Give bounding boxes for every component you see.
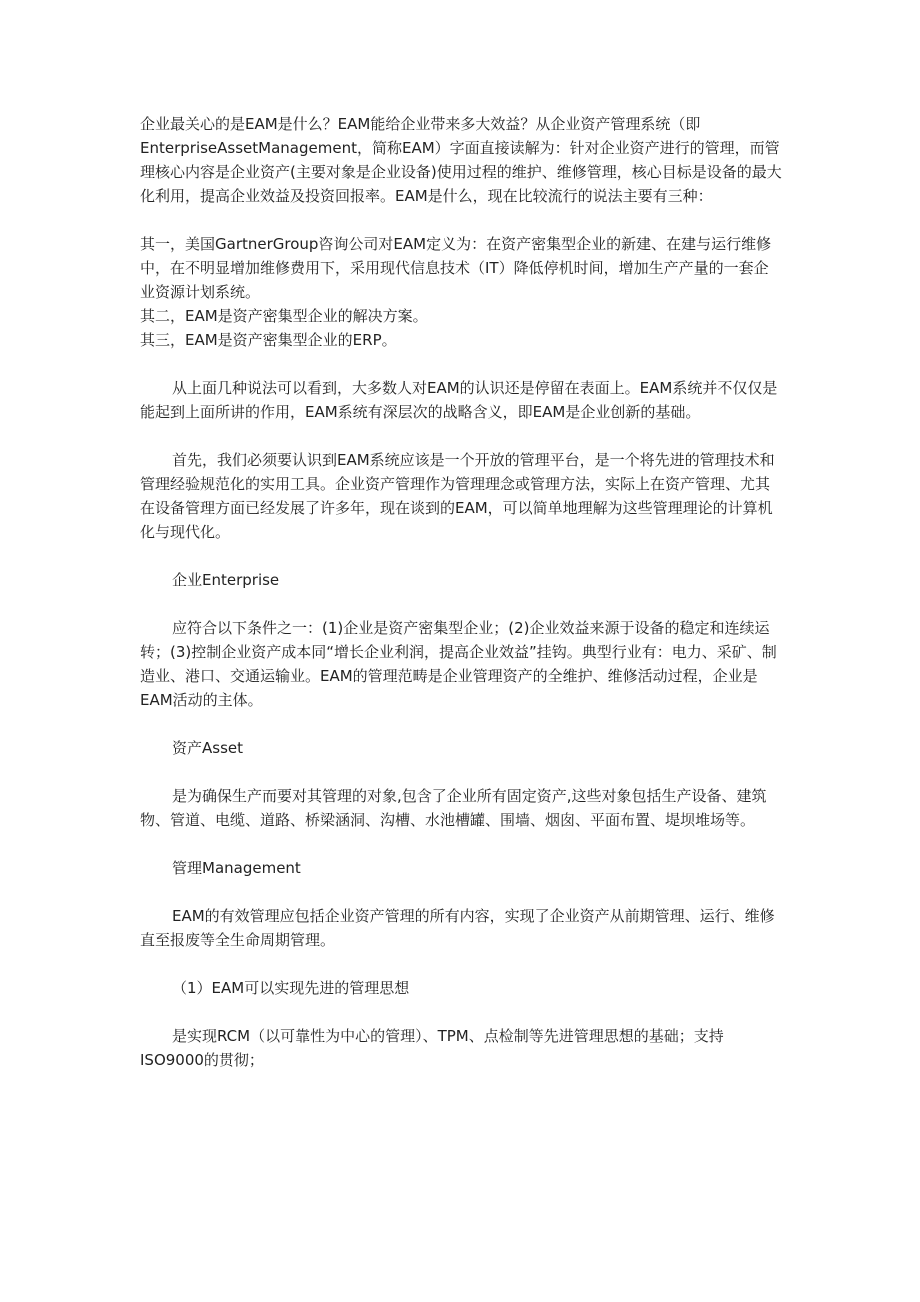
paragraph-point-1: 是实现RCM（以可靠性为中心的管理）、TPM、点检制等先进管理思想的基础；支持ISO9000的贯彻；	[140, 1027, 724, 1069]
section-heading-enterprise: 企业Enterprise	[172, 571, 280, 589]
paragraph-definition-1: 其一，美国GartnerGroup咨询公司对EAM定义为：在资产密集型企业的新建、在建与运行维修中，在不明显增加维修费用下，采用现代信息技术（IT）降低停机时间，增加生产产量的一套企业资源计划系统。	[140, 235, 772, 301]
paragraph-enterprise: 应符合以下条件之一：(1)企业是资产密集型企业；(2)企业效益来源于设备的稳定和连续运转；(3)控制企业资产成本同“增长企业利润，提高企业效益”挂钩。典型行业有：电力、采矿、制造业、港口、交通运输业。EAM的管理范畴是企业管理资产的全维护、维修活动过程，企业是EAM活动的主体。	[140, 619, 777, 709]
section-heading-asset: 资产Asset	[172, 739, 244, 757]
paragraph-definition-2: 其二，EAM是资产密集型企业的解决方案。	[140, 307, 428, 325]
subheading-point-1: （1）EAM可以实现先进的管理思想	[172, 979, 410, 997]
paragraph-intro: 企业最关心的是EAM是什么？EAM能给企业带来多大效益？从企业资产管理系统（即EnterpriseAssetManagement，简称EAM）字面直接读解为：针对企业资产进行的管理，而管理核心内容是企业资产(主要对象是企业设备)使用过程的维护、维修管理，核心目标是设备的最大化利用，提高企业效益及投资回报率。EAM是什么，现在比较流行的说法主要有三种：	[140, 115, 782, 205]
document-body	[140, 112, 782, 1072]
paragraph-management: EAM的有效管理应包括企业资产管理的所有内容，实现了企业资产从前期管理、运行、维修直至报废等全生命周期管理。	[140, 907, 775, 949]
paragraph-asset: 是为确保生产而要对其管理的对象,包含了企业所有固定资产,这些对象包括生产设备、建筑物、管道、电缆、道路、桥梁涵洞、沟槽、水池槽罐、围墙、烟囱、平面布置、堤坝堆场等。	[140, 787, 767, 829]
paragraph-definition-3: 其三，EAM是资产密集型企业的ERP。	[140, 331, 397, 349]
paragraph-view: 从上面几种说法可以看到，大多数人对EAM的认识还是停留在表面上。EAM系统并不仅仅是能起到上面所讲的作用，EAM系统有深层次的战略含义，即EAM是企业创新的基础。	[140, 379, 778, 421]
section-heading-management: 管理Management	[172, 859, 301, 877]
paragraph-first: 首先，我们必须要认识到EAM系统应该是一个开放的管理平台，是一个将先进的管理技术和管理经验规范化的实用工具。企业资产管理作为管理理念或管理方法，实际上在资产管理、尤其在设备管理方面已经发展了许多年，现在谈到的EAM，可以简单地理解为这些管理理论的计算机化与现代化。	[140, 451, 775, 541]
